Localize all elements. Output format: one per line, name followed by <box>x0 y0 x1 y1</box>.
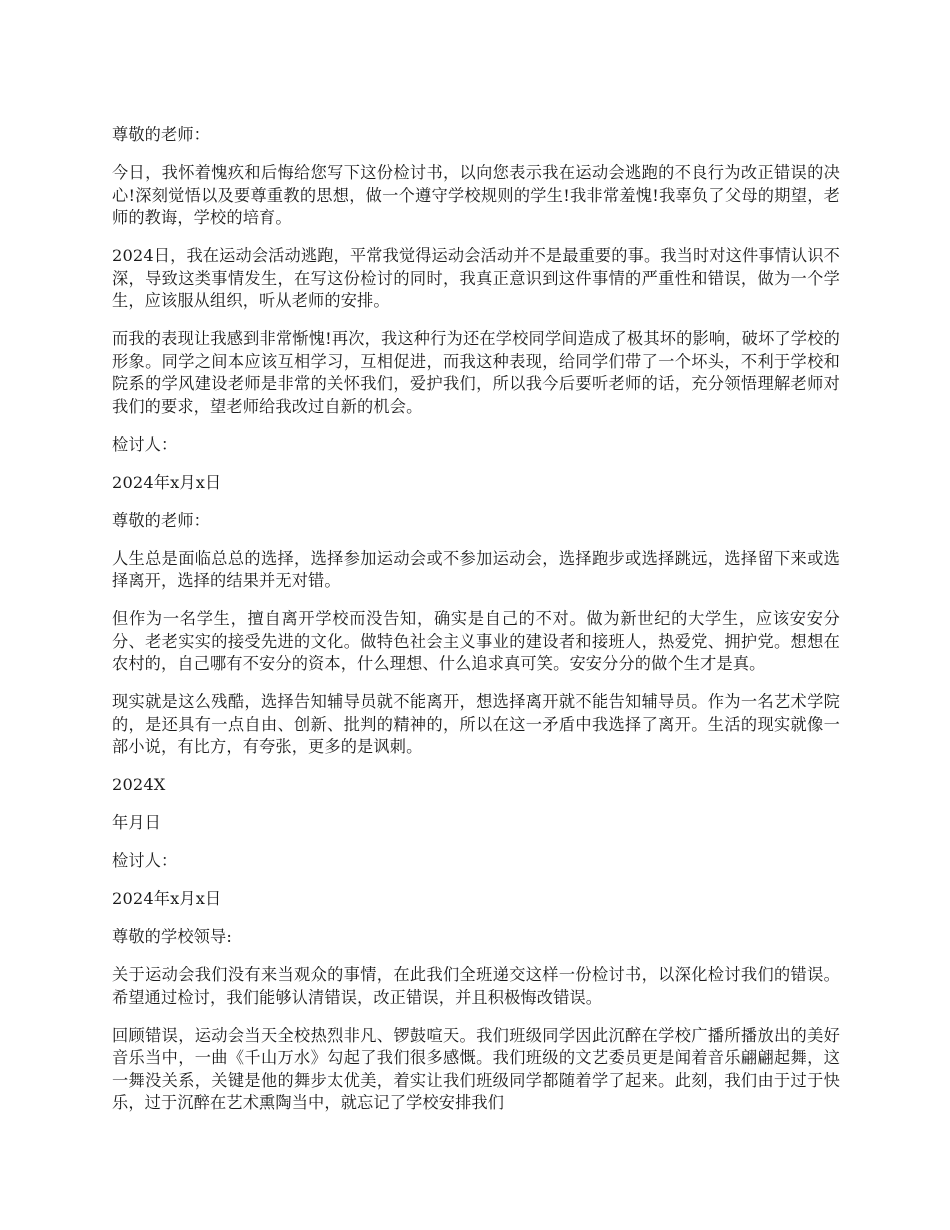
salutation: 尊敬的老师： <box>112 125 211 144</box>
paragraph: 2024日，我在运动会活动逃跑，平常我觉得运动会活动并不是最重要的事。我当时对这件事情认识不深，导致这类事情发生，在写这份检讨的同时，我真正意识到这件事情的严重性和错误，做为一个学生，应该服从组织，听从老师的安排。 <box>112 246 840 310</box>
document-body <box>112 124 840 1130</box>
date-line: 2024X <box>112 775 166 794</box>
paragraph: 但作为一名学生，擅自离开学校而没告知，确实是自己的不对。做为新世纪的大学生，应该安安分分、老老实实的接受先进的文化。做特色社会主义事业的建设者和接班人，热爱党、拥护党。想想在农村的，自己哪有不安分的资本，什么理想、什么追求真可笑。安安分分的做个生才是真。 <box>112 609 840 673</box>
date-line: 2024年x月x日 <box>112 472 222 492</box>
paragraph: 而我的表现让我感到非常惭愧!再次，我这种行为还在学校同学间造成了极其坏的影响，破坏了学校的形象。同学之间本应该互相学习，互相促进，而我这种表现，给同学们带了一个坏头，不利于学校和院系的学风建设老师是非常的关怀我们，爱护我们，所以我今后要听老师的话，充分领悟理解老师对我们的要求，望老师给我改过自新的机会。 <box>112 329 840 416</box>
paragraph: 关于运动会我们没有来当观众的事情，在此我们全班递交这样一份检讨书，以深化检讨我们的错误。希望通过检讨，我们能够认清错误，改正错误，并且积极悔改错误。 <box>112 965 840 1007</box>
paragraph: 现实就是这么残酷，选择告知辅导员就不能离开，想选择离开就不能告知辅导员。作为一名艺术学院的，是还具有一点自由、创新、批判的精神的，所以在这一矛盾中我选择了离开。生活的现实就像一部小说，有比方，有夸张，更多的是讽刺。 <box>112 692 840 756</box>
date-line: 2024年x月x日 <box>112 889 222 908</box>
signature-label: 检讨人： <box>112 851 178 870</box>
paragraph: 回顾错误，运动会当天全校热烈非凡、锣鼓喧天。我们班级同学因此沉醉在学校广播所播放出的美好音乐当中，一曲《千山万水》勾起了我们很多感慨。我们班级的文艺委员更是闻着音乐翩翩起舞，这一舞没关系，关键是他的舞步太优美，着实让我们班级同学都随着学了起来。此刻，我们由于过于快乐，过于沉醉在艺术熏陶当中，就忘记了学校安排我们 <box>112 1025 840 1112</box>
paragraph: 今日，我怀着愧疚和后悔给您写下这份检讨书，以向您表示我在运动会逃跑的不良行为改正错误的决心!深刻觉悟以及要尊重教的思想，做一个遵守学校规则的学生!我非常羞愧!我辜负了父母的期望，老师的教诲，学校的培育。 <box>112 163 840 227</box>
salutation: 尊敬的老师： <box>112 510 211 530</box>
paragraph: 人生总是面临总总的选择，选择参加运动会或不参加运动会，选择跑步或选择跳远，选择留下来或选择离开，选择的结果并无对错。 <box>112 548 840 590</box>
salutation: 尊敬的学校领导: <box>112 927 232 946</box>
date-line: 年月日 <box>112 813 162 832</box>
signature-label: 检讨人： <box>112 434 178 454</box>
